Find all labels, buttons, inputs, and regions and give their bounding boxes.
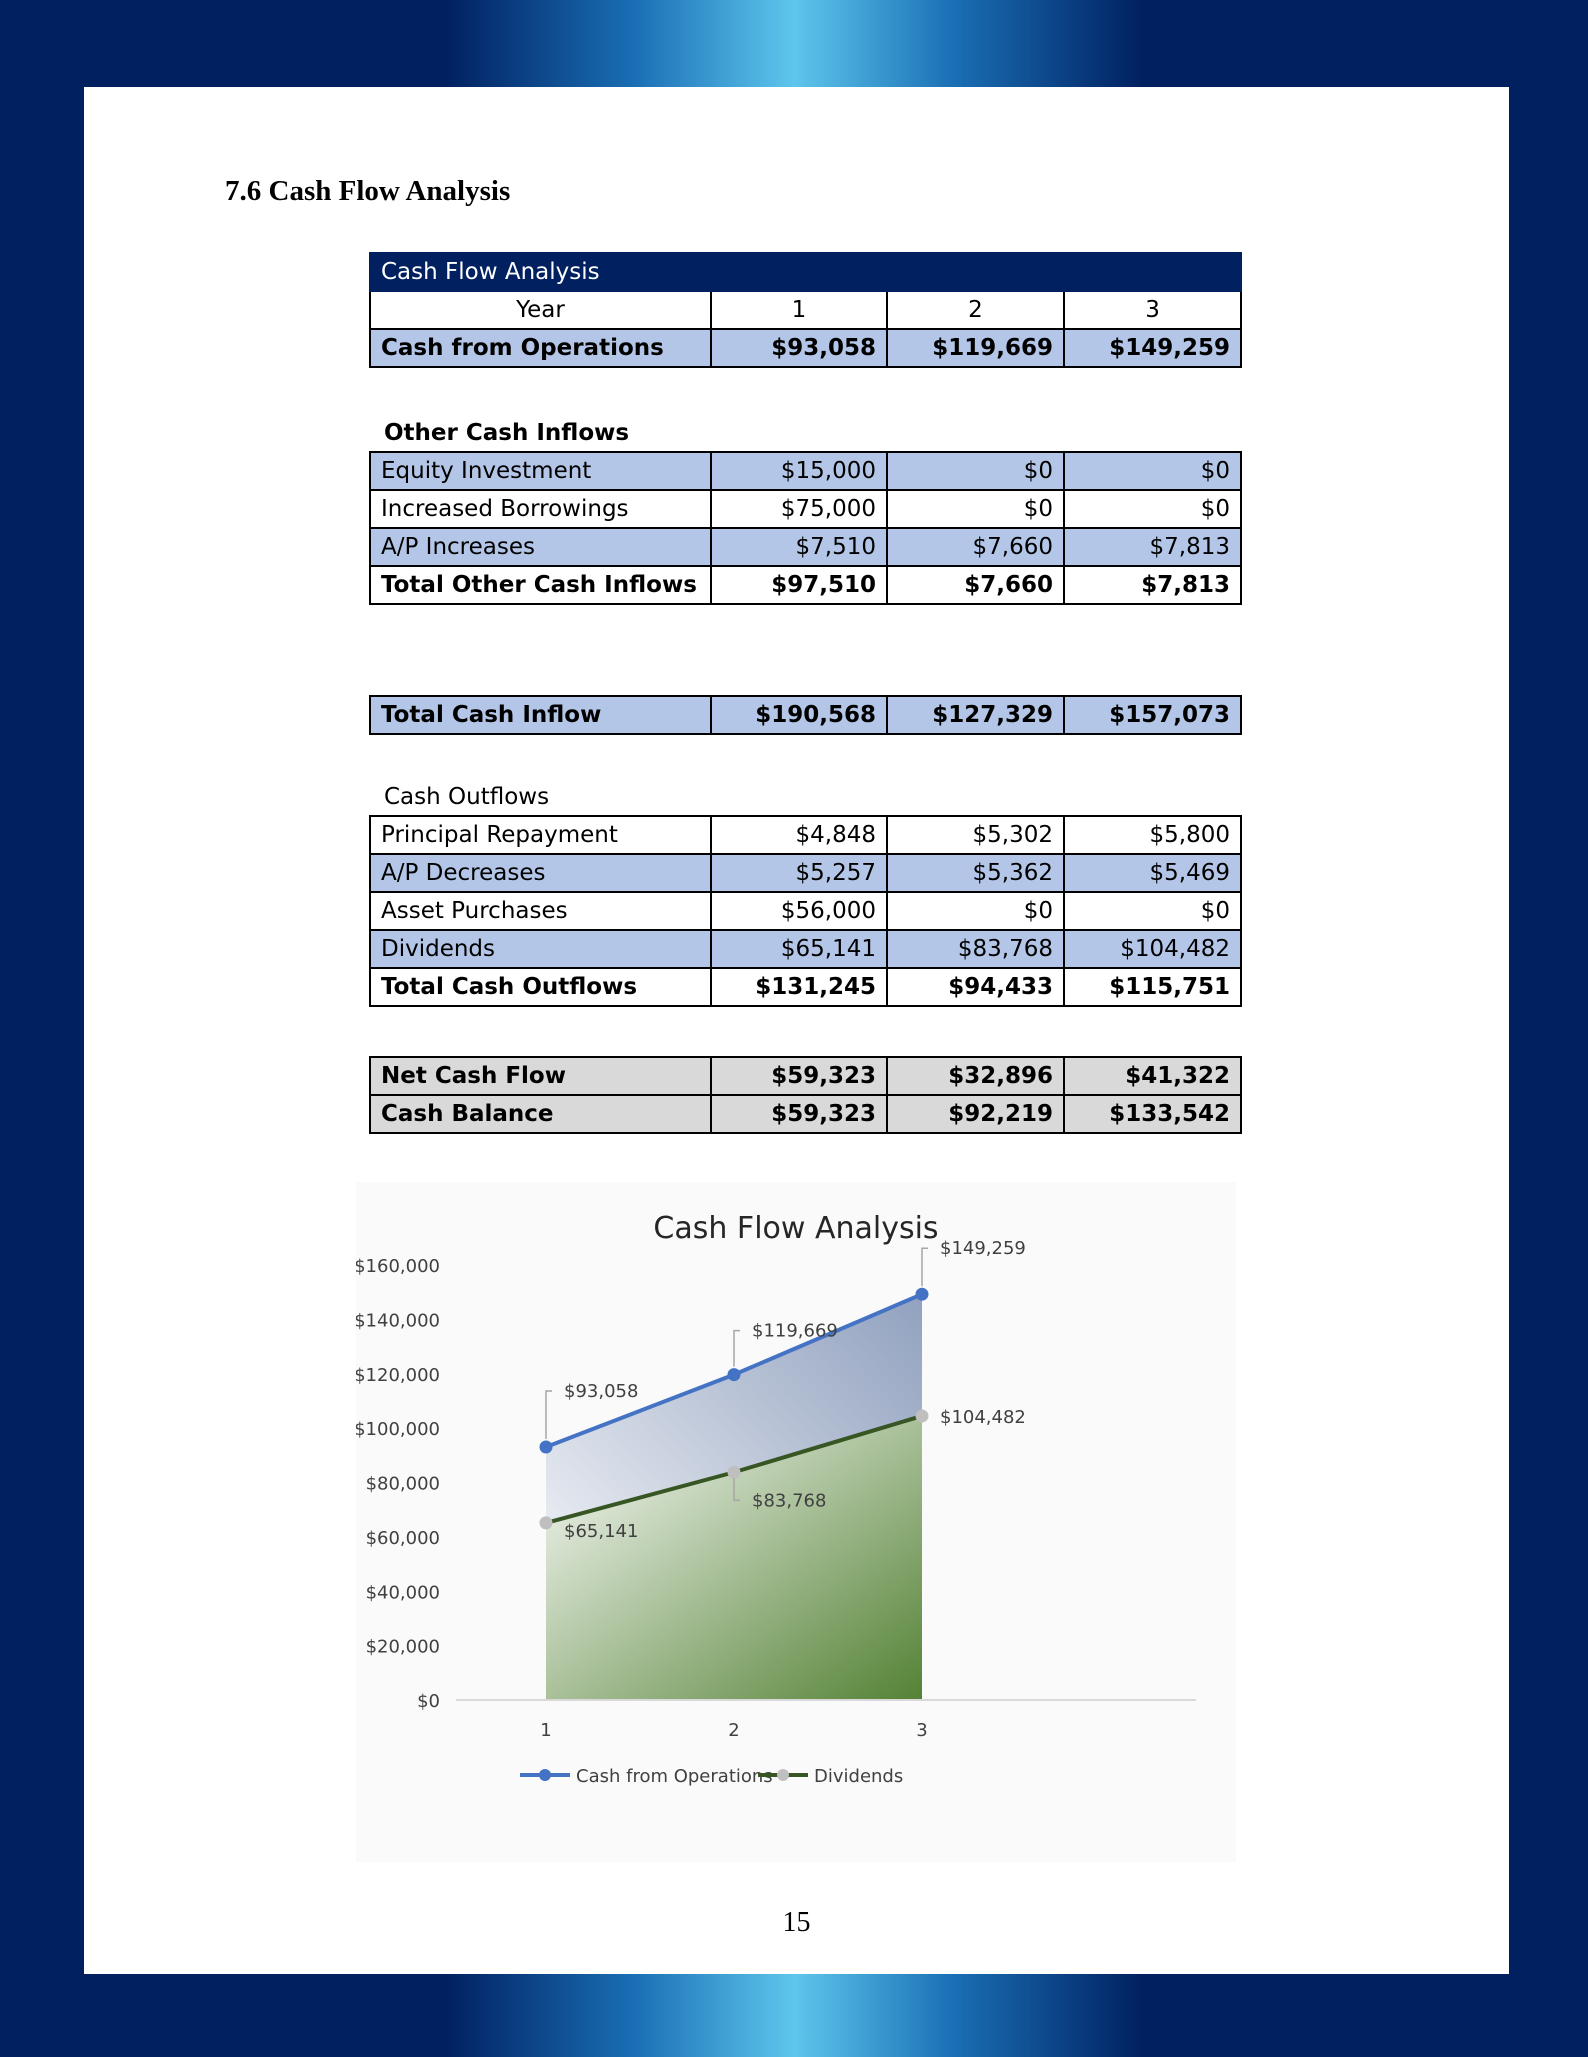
document-page bbox=[84, 87, 1509, 1974]
table-row bbox=[370, 452, 1241, 490]
dividends-point bbox=[540, 1517, 552, 1529]
row-label: Net Cash Flow bbox=[370, 1057, 711, 1095]
value-cell: $4,848 bbox=[711, 816, 887, 854]
row-label: Cash Balance bbox=[370, 1095, 711, 1133]
value-cell: $5,257 bbox=[711, 854, 887, 892]
page-frame-left bbox=[0, 60, 84, 1997]
row-label: Year bbox=[370, 291, 711, 329]
dividends-point bbox=[728, 1466, 740, 1478]
x-tick-label: 2 bbox=[728, 1720, 740, 1741]
table-row bbox=[370, 892, 1241, 930]
value-cell: $7,813 bbox=[1064, 528, 1241, 566]
legend-marker-dividends bbox=[777, 1769, 789, 1781]
x-tick-label: 1 bbox=[540, 1720, 552, 1741]
row-label: Dividends bbox=[370, 930, 711, 968]
legend-label-cash-from-operations: Cash from Operations bbox=[576, 1766, 773, 1787]
value-cell: $93,058 bbox=[711, 329, 887, 367]
value-cell: $56,000 bbox=[711, 892, 887, 930]
year-cell: 2 bbox=[887, 291, 1064, 329]
value-cell: $41,322 bbox=[1064, 1057, 1241, 1095]
row-label: Total Cash Inflow bbox=[370, 696, 711, 734]
cash-from-operations-point bbox=[540, 1441, 552, 1453]
table-row-cash-balance bbox=[370, 1095, 1241, 1133]
table-row-total-cash-inflow bbox=[370, 696, 1241, 734]
row-label: Total Cash Outflows bbox=[370, 968, 711, 1006]
data-label: $149,259 bbox=[940, 1238, 1026, 1260]
value-cell: $32,896 bbox=[887, 1057, 1064, 1095]
table-row-year bbox=[370, 291, 1241, 329]
other-cash-inflows-title: Other Cash Inflows bbox=[384, 420, 630, 446]
table-row bbox=[370, 930, 1241, 968]
page-frame-right bbox=[1508, 60, 1588, 1997]
y-tick-label: $100,000 bbox=[356, 1419, 440, 1441]
y-tick-label: $80,000 bbox=[365, 1473, 440, 1495]
dividends-point bbox=[916, 1410, 928, 1422]
table-row-total bbox=[370, 566, 1241, 604]
value-cell: $5,302 bbox=[887, 816, 1064, 854]
value-cell: $59,323 bbox=[711, 1057, 887, 1095]
value-cell: $0 bbox=[887, 490, 1064, 528]
year-cell: 1 bbox=[711, 291, 887, 329]
data-label: $65,141 bbox=[564, 1520, 639, 1542]
y-tick-label: $140,000 bbox=[356, 1310, 440, 1332]
cash-from-operations-point bbox=[916, 1288, 928, 1300]
table-row bbox=[370, 816, 1241, 854]
cash-from-operations-point bbox=[728, 1369, 740, 1381]
value-cell: $190,568 bbox=[711, 696, 887, 734]
page-number: 15 bbox=[782, 1907, 811, 1938]
value-cell: $83,768 bbox=[887, 930, 1064, 968]
x-tick-label: 3 bbox=[916, 1720, 928, 1741]
y-tick-label: $160,000 bbox=[356, 1256, 440, 1277]
table-row bbox=[370, 528, 1241, 566]
row-label: Total Other Cash Inflows bbox=[370, 566, 711, 604]
row-label: Principal Repayment bbox=[370, 816, 711, 854]
value-cell: $94,433 bbox=[887, 968, 1064, 1006]
data-label: $83,768 bbox=[752, 1490, 827, 1512]
table-header-row bbox=[370, 253, 1241, 291]
value-cell: $59,323 bbox=[711, 1095, 887, 1133]
value-cell: $5,469 bbox=[1064, 854, 1241, 892]
value-cell: $157,073 bbox=[1064, 696, 1241, 734]
data-label: $93,058 bbox=[564, 1380, 639, 1402]
value-cell: $0 bbox=[887, 892, 1064, 930]
y-tick-label: $40,000 bbox=[365, 1582, 440, 1604]
net-cash-table bbox=[369, 1056, 1242, 1134]
value-cell: $7,660 bbox=[887, 566, 1064, 604]
row-label: Asset Purchases bbox=[370, 892, 711, 930]
value-cell: $149,259 bbox=[1064, 329, 1241, 367]
cash-outflows-table bbox=[369, 815, 1242, 1007]
table-row-total bbox=[370, 968, 1241, 1006]
table-row-net-cash-flow bbox=[370, 1057, 1241, 1095]
value-cell: $92,219 bbox=[887, 1095, 1064, 1133]
table-row-cash-from-operations bbox=[370, 329, 1241, 367]
row-label: Cash from Operations bbox=[370, 329, 711, 367]
data-label: $104,482 bbox=[940, 1406, 1026, 1428]
value-cell: $133,542 bbox=[1064, 1095, 1241, 1133]
row-label: A/P Increases bbox=[370, 528, 711, 566]
value-cell: $0 bbox=[1064, 490, 1241, 528]
table-row bbox=[370, 490, 1241, 528]
data-label-leader bbox=[734, 1331, 740, 1367]
value-cell: $5,362 bbox=[887, 854, 1064, 892]
y-tick-label: $0 bbox=[417, 1691, 440, 1712]
value-cell: $127,329 bbox=[887, 696, 1064, 734]
value-cell: $131,245 bbox=[711, 968, 887, 1006]
row-label: Increased Borrowings bbox=[370, 490, 711, 528]
value-cell: $104,482 bbox=[1064, 930, 1241, 968]
y-tick-label: $120,000 bbox=[356, 1364, 440, 1386]
value-cell: $7,660 bbox=[887, 528, 1064, 566]
table-row bbox=[370, 854, 1241, 892]
value-cell: $15,000 bbox=[711, 452, 887, 490]
total-cash-inflow-table bbox=[369, 695, 1242, 735]
legend-marker-cash-from-operations bbox=[539, 1769, 551, 1781]
data-label-leader bbox=[546, 1391, 552, 1439]
value-cell: $0 bbox=[1064, 892, 1241, 930]
y-tick-label: $60,000 bbox=[365, 1527, 440, 1549]
cash-flow-chart bbox=[356, 1182, 1236, 1862]
value-cell: $75,000 bbox=[711, 490, 887, 528]
value-cell: $65,141 bbox=[711, 930, 887, 968]
data-label: $119,669 bbox=[752, 1320, 838, 1342]
section-title: 7.6 Cash Flow Analysis bbox=[225, 175, 511, 207]
value-cell: $0 bbox=[887, 452, 1064, 490]
chart-title: Cash Flow Analysis bbox=[653, 1211, 939, 1246]
row-label: Equity Investment bbox=[370, 452, 711, 490]
row-label: A/P Decreases bbox=[370, 854, 711, 892]
value-cell: $115,751 bbox=[1064, 968, 1241, 1006]
value-cell: $7,813 bbox=[1064, 566, 1241, 604]
value-cell: $0 bbox=[1064, 452, 1241, 490]
y-tick-label: $20,000 bbox=[365, 1636, 440, 1658]
value-cell: $119,669 bbox=[887, 329, 1064, 367]
year-cell: 3 bbox=[1064, 291, 1241, 329]
value-cell: $7,510 bbox=[711, 528, 887, 566]
legend-label-dividends: Dividends bbox=[814, 1766, 904, 1787]
value-cell: $5,800 bbox=[1064, 816, 1241, 854]
value-cell: $97,510 bbox=[711, 566, 887, 604]
other-cash-inflows-table bbox=[369, 451, 1242, 605]
data-label-leader bbox=[922, 1248, 928, 1286]
cash-flow-chart-svg bbox=[356, 1182, 1236, 1862]
table-header: Cash Flow Analysis bbox=[370, 253, 1241, 291]
cash-flow-summary-table bbox=[369, 252, 1242, 368]
cash-outflows-title: Cash Outflows bbox=[384, 784, 550, 810]
